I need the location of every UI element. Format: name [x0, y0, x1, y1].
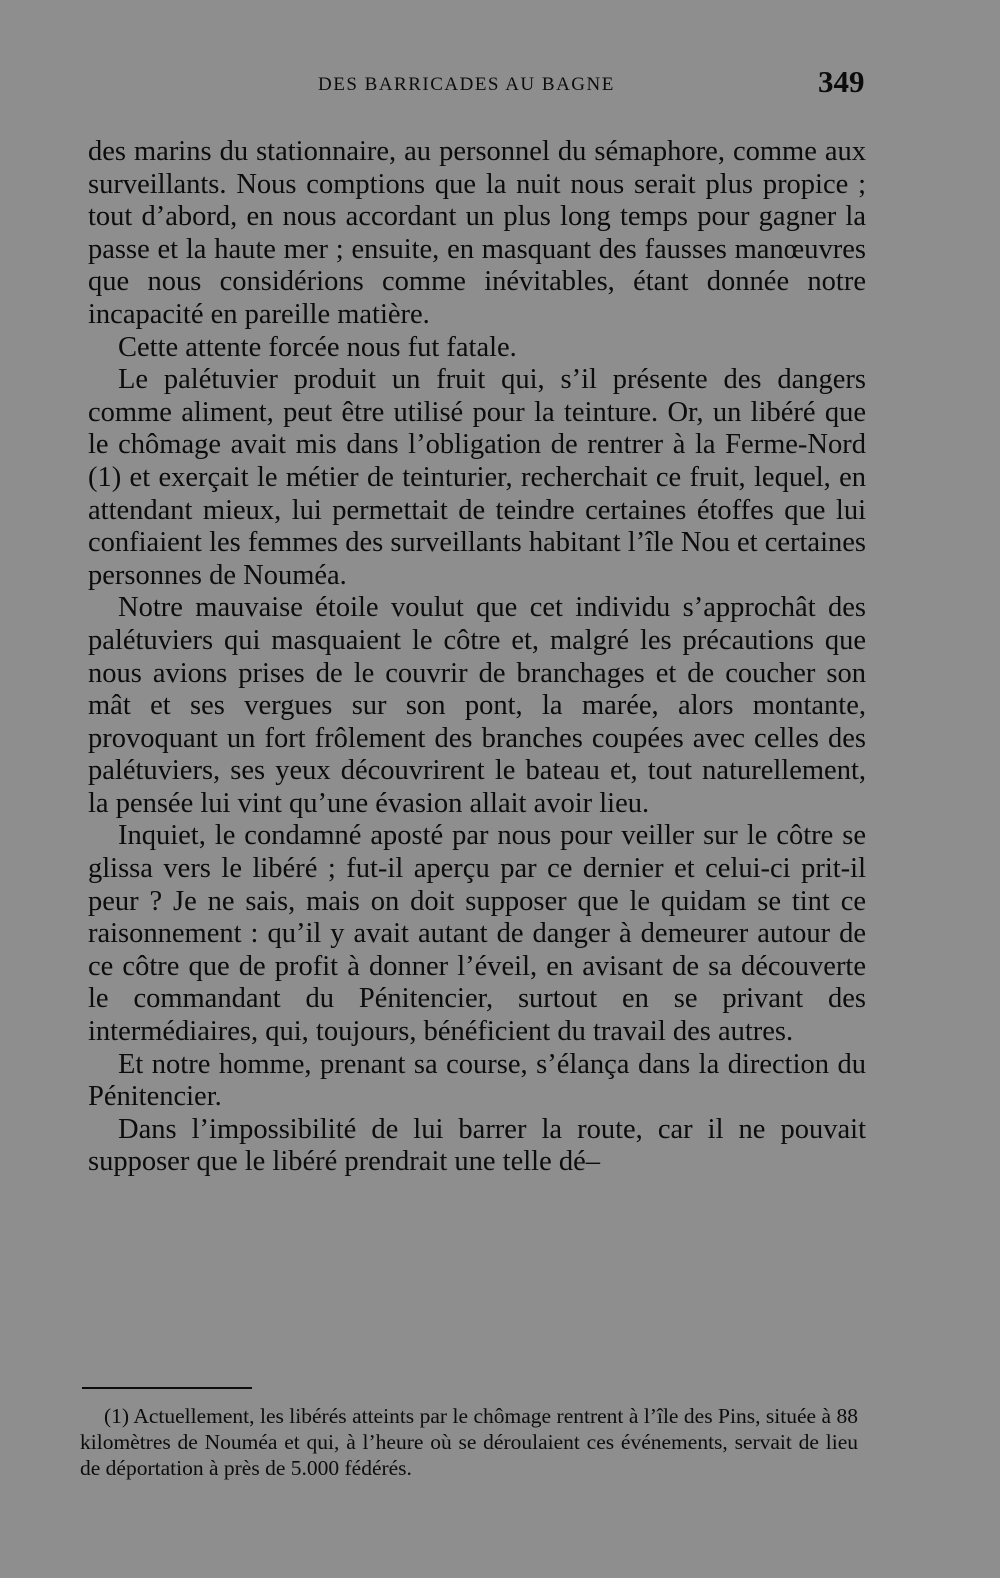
- paragraph: Le palétuvier produit un fruit qui, s’il présente des dangers comme aliment, peut être utilisé pour la teinture. Or, un libéré que le chômage avait mis dans l’obligation de rentrer à la Ferme-Nord (1) et exerçait le métier de teinturier, recherchait ce fruit, lequel, en attendant mieux, lui permettait de teindre certaines étoffes que lui confiaient les femmes des surveillants habitant l’île Nou et certaines personnes de Nouméa.: [88, 364, 866, 591]
- paragraph: Cette attente forcée nous fut fatale.: [118, 331, 517, 363]
- running-title: DES BARRICADES AU BAGNE: [318, 74, 615, 95]
- body-text: [88, 136, 866, 1179]
- footnote-divider: [82, 1387, 252, 1389]
- footnote: (1) Actuellement, les libérés atteints par le chômage rentrent à l’île des Pins, située à 88 kilomètres de Nouméa et qui, à l’heure où se déroulaient ces événements, servait de lieu de déportation à près de 5.000 fédérés.: [80, 1404, 858, 1480]
- paragraph: Inquiet, le condamné aposté par nous pour veiller sur le côtre se glissa vers le libéré ; fut-il aperçu par ce dernier et celui-ci prit-il peur ? Je ne sais, mais on doit supposer que le quidam se tint ce raisonnement : qu’il y avait autant de danger à demeurer autour de ce côtre que de profit à donner l’éveil, en avisant de sa découverte le commandant du Pénitencier, surtout en se privant des intermédiaires, qui, toujours, bénéficient du travail des autres.: [88, 820, 866, 1048]
- paragraph: Et notre homme, prenant sa course, s’élança dans la direction du Pénitencier.: [88, 1048, 866, 1113]
- paragraph: Dans l’impossibilité de lui barrer la route, car il ne pouvait supposer que le libéré prendrait une telle dé–: [88, 1113, 866, 1178]
- paragraph: des marins du stationnaire, au personnel du sémaphore, comme aux surveillants. Nous comptions que la nuit nous serait plus propice ; tout d’abord, en nous accordant un plus long temps pour gagner la passe et la haute mer ; ensuite, en masquant des fausses manœuvres que nous considérions comme inévitables, étant donnée notre incapacité en pareille matière.: [88, 136, 866, 330]
- page-number: 349: [818, 64, 865, 99]
- paragraph: Notre mauvaise étoile voulut que cet individu s’approchât des palétuviers qui masquaient le côtre et, malgré les précautions que nous avions prises de le couvrir de branchages et de coucher son mât et ses vergues sur son pont, la marée, alors montante, provoquant un fort frôlement des branches coupées avec celles des palétuviers, ses yeux découvrirent le bateau et, tout naturellement, la pensée lui vint qu’une évasion allait avoir lieu.: [88, 592, 866, 819]
